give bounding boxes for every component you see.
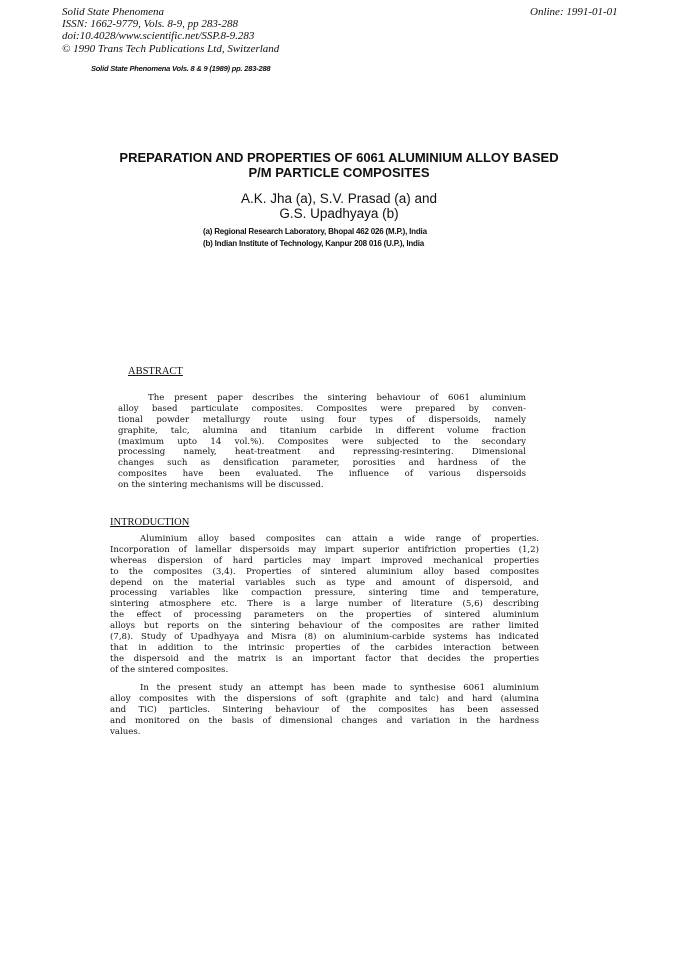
issn: ISSN: 1662-9779, Vols. 8-9, pp 283-288 xyxy=(62,18,238,31)
text-line: tional powder metallurgy route using four types of dispersoids, namely xyxy=(118,414,526,425)
online-date: Online: 1991-01-01 xyxy=(530,6,618,18)
text-line: alloy based particulate composites. Composites were prepared by conven- xyxy=(118,403,526,414)
affiliation-a: (a) Regional Research Laboratory, Bhopal 462 026 (M.P.), India xyxy=(203,227,427,236)
journal-header xyxy=(62,6,279,55)
text-line: whereas dispersion of hard particles may impart improved mechanical properties xyxy=(110,555,539,566)
text-line: changes such as densification parameter, porosities and hardness of the xyxy=(118,458,526,469)
introduction-heading: INTRODUCTION xyxy=(110,517,190,528)
text-line: Incorporation of lamellar dispersoids may impart superior antifriction properties (1,2) xyxy=(110,544,539,555)
text-line: (7,8). Study of Upadhyaya and Misra (8) on aluminium-carbide systems has indicated xyxy=(110,632,539,643)
text-line: alloys but reports on the sintering behaviour of the composites are rather limited xyxy=(110,621,539,632)
affiliations xyxy=(203,226,427,249)
abstract-heading: ABSTRACT xyxy=(128,366,183,377)
authors xyxy=(0,192,678,221)
citation-line: Solid State Phenomena Vols. 8 & 9 (1989) pp. 283-288 xyxy=(91,64,271,73)
text-line: the dispersoid and the matrix is an important factor that decides the properties xyxy=(110,653,539,664)
text-line: composites have been evaluated. The influence of various dispersoids xyxy=(118,469,526,480)
text-line: of the sintered composites. xyxy=(110,664,229,675)
text-line: The present paper describes the sintering behaviour of 6061 aluminium xyxy=(148,393,526,403)
introduction-paragraph-1 xyxy=(110,534,539,676)
title-line-2: P/M PARTICLE COMPOSITES xyxy=(248,165,430,180)
journal-name: Solid State Phenomena xyxy=(62,6,165,18)
abstract-body xyxy=(118,393,526,491)
copyright: © 1990 Trans Tech Publications Ltd, Switzerland xyxy=(62,42,280,55)
text-line: In the present study an attempt has been made to synthesise 6061 aluminium xyxy=(140,683,539,693)
text-line: values. xyxy=(110,726,141,737)
text-line: graphite, talc, alumina and titanium carbide in different volume fraction xyxy=(118,425,526,436)
paper-title xyxy=(0,150,678,180)
text-line: that in addition to the intrinsic properties of the carbides interaction between xyxy=(110,642,539,653)
text-line: processing namely, heat-treatment and repressing-resintering. Dimensional xyxy=(118,447,526,458)
text-line: and TiC) particles. Sintering behaviour of the composites has been assessed xyxy=(110,704,539,715)
doi: doi:10.4028/www.scientific.net/SSP.8-9.283 xyxy=(62,30,255,43)
text-line: the effect of processing parameters on the properties of sintered aluminium xyxy=(110,610,539,621)
introduction-paragraph-2 xyxy=(110,683,539,737)
authors-line-2: G.S. Upadhyaya (b) xyxy=(279,205,399,221)
text-line: alloy composites with the dispersions of soft (graphite and talc) and hard (alumina xyxy=(110,693,539,704)
text-line: on the sintering mechanisms will be discussed. xyxy=(118,480,324,491)
title-line-1: PREPARATION AND PROPERTIES OF 6061 ALUMINIUM ALLOY BASED xyxy=(119,150,559,165)
text-line: and monitored on the basis of dimensional changes and variation in the hardness xyxy=(110,715,539,726)
text-line: processing variables like compaction pressure, sintering time and temperature, xyxy=(110,588,539,599)
text-line: sintering atmosphere etc. There is a large number of literature (5,6) describing xyxy=(110,599,539,610)
text-line: (maximum upto 14 vol.%). Composites were subjected to the secondary xyxy=(118,436,526,447)
affiliation-b: (b) Indian Institute of Technology, Kanpur 208 016 (U.P.), India xyxy=(203,238,425,248)
text-line: depend on the material variables such as type and amount of dispersoid, and xyxy=(110,577,539,588)
text-line: to the composites (3,4). Properties of sintered aluminium alloy based composites xyxy=(110,566,539,577)
text-line: Aluminium alloy based composites can attain a wide range of properties. xyxy=(140,534,539,544)
authors-line-1: A.K. Jha (a), S.V. Prasad (a) and xyxy=(240,191,438,206)
